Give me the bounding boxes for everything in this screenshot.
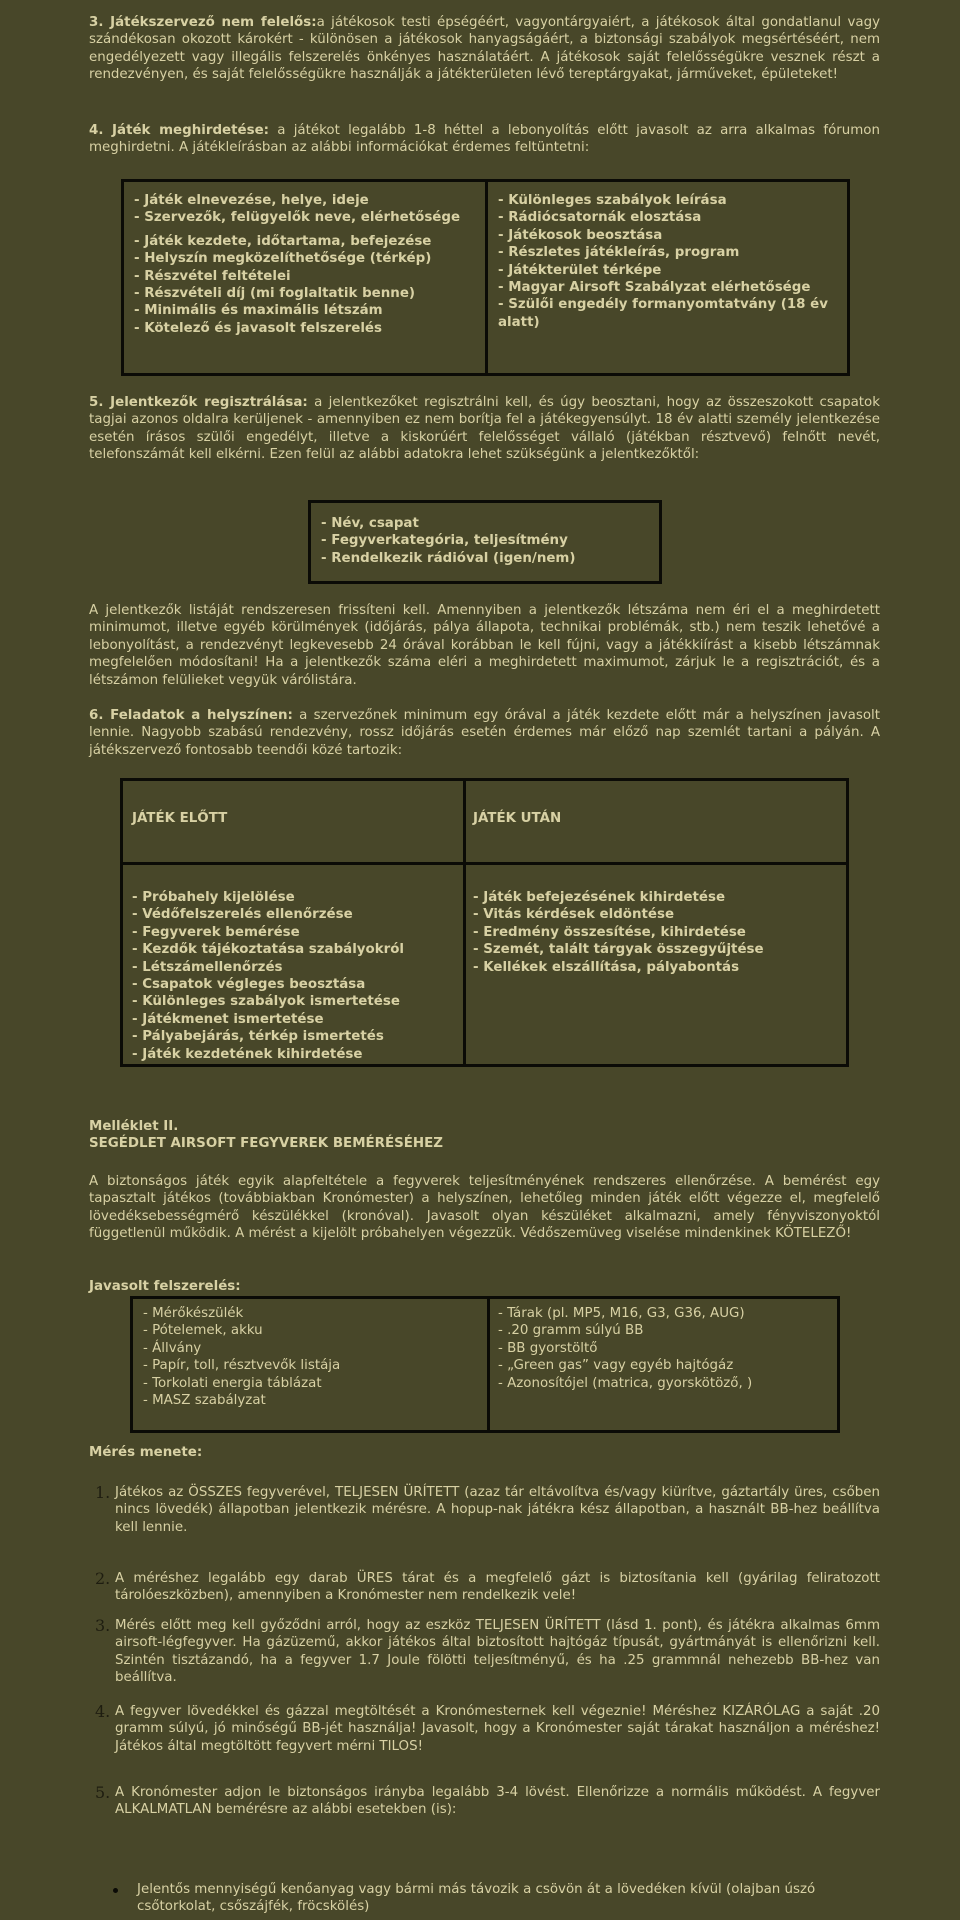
- game-info-right-column: [488, 182, 847, 373]
- appendix-title-line-2: SEGÉDLET AIRSOFT FEGYVEREK BEMÉRÉSÉHEZ: [89, 1136, 443, 1152]
- equipment-item: - Tárak (pl. MP5, M16, G3, G36, AUG): [498, 1306, 745, 1321]
- game-info-item: - Helyszín megközelíthetősége (térkép): [134, 251, 432, 267]
- step-number: 1.: [95, 1483, 111, 1502]
- game-info-item: - Részletes játékleírás, program: [498, 245, 740, 261]
- procedure-step: [95, 1702, 880, 1755]
- tasks-before-column: [123, 889, 463, 1064]
- game-info-item: - Részvételi díj (mi foglaltatik benne): [134, 286, 416, 302]
- procedure-step: [95, 1783, 880, 1819]
- step-text: Mérés előtt meg kell győződni arról, hogy az eszköz TELJESEN ÜRÍTETT (lásd 1. pont), és játékra alkalmas 6mm airsoft-légfegyver. Ha gázüzemű, akkor játékos által biztosított hajtógáz típusát, gyártmányát is ellenőrizni kell. Szintén tisztázandó, ha a fegyver 1.7 Joule fölötti teljesítményű, és ha .25 grammnál nehezebb BB-hez van beállítva.: [115, 1618, 880, 1686]
- step-number: 3.: [95, 1616, 111, 1635]
- appendix-intro: A biztonságos játék egyik alapfeltétele a fegyverek teljesítményének rendszeres ellenőrzése. A bemérést egy tapasztalt játékos (továbbiakban Kronómester) a helyszínen, lehetőleg minden játék előtt végezze el, megfelelő lövedéksebességmérő készülékkel (kronóval). Javasolt olyan készüléket alkalmazni, amely fényviszonyoktól függetlenül működik. A mérést a kijelölt próbahelyen végezzük. Védőszemüveg viselése mindenkinek KÖTELEZŐ!: [89, 1174, 880, 1242]
- step-number: 5.: [95, 1783, 111, 1802]
- section-6-paragraph: [89, 707, 880, 759]
- task-before-item: - Fegyverek bemérése: [132, 924, 300, 940]
- equipment-item: - .20 gramm súlyú BB: [498, 1323, 644, 1339]
- task-before-item: - Pályabejárás, térkép ismertetés: [132, 1029, 384, 1045]
- registration-data-list: [311, 503, 659, 581]
- section-4-text: a játékot legalább 1-8 héttel a lebonyolítás előtt javasolt az arra alkalmas fórumon meghirdetni. A játékleírásban az alábbi információkat érdemes feltüntetni:: [89, 123, 880, 156]
- registration-data-item: - Rendelkezik rádióval (igen/nem): [321, 550, 576, 566]
- equipment-left-column: [133, 1299, 487, 1430]
- game-info-item: - Részvétel feltételei: [134, 268, 291, 284]
- equipment-item: - Torkolati energia táblázat: [143, 1375, 322, 1391]
- section-4-paragraph: [89, 122, 880, 157]
- task-before-item: - Létszámellenőrzés: [132, 959, 283, 975]
- section-5-title: 5. Jelentkezők regisztrálása:: [89, 395, 308, 410]
- section-5-text: a jelentkezőket regisztrálni kell, és úgy beosztani, hogy az összeszokott csapatok tagjai azonos oldalra kerüljenek - amennyiben ez nem borítja fel a játékegyensúlyt. 18 év alatti személy jelentkezése esetén írásos szülői engedélyt, illetve a kiskorúért felelősséget vállaló (játékban résztvevő) felnőtt nevét, telefonszámát kell elkérni. Ezen felül az alábbi adatokra lehet szükségünk a jelentkezőktől:: [89, 395, 880, 463]
- game-info-item: - Szülői engedély formanyomtatvány (18 év alatt): [498, 297, 828, 330]
- step-number: 2.: [95, 1569, 111, 1588]
- equipment-item: - Papír, toll, résztvevők listája: [143, 1358, 341, 1374]
- task-before-item: - Próbahely kijelölése: [132, 890, 295, 905]
- equipment-title: Javasolt felszerelés:: [89, 1279, 241, 1294]
- game-info-item: - Rádiócsatornák elosztása: [498, 210, 702, 226]
- bullet-icon: [113, 1888, 118, 1893]
- game-info-item: - Játék elnevezése, helye, ideje: [134, 193, 369, 208]
- section-3-paragraph: [89, 14, 880, 84]
- section-5-paragraph: [89, 394, 880, 464]
- section-3-title: 3. Játékszervező nem felelős:: [89, 15, 317, 30]
- tasks-after-column: [466, 889, 846, 1064]
- game-info-item: - Játék kezdete, időtartama, befejezése: [134, 233, 432, 249]
- step-number: 4.: [95, 1702, 111, 1721]
- task-after-item: - Kellékek elszállítása, pályabontás: [473, 959, 740, 975]
- procedure-step: [95, 1616, 880, 1687]
- appendix-title: [89, 1118, 443, 1153]
- section-5-after-paragraph: A jelentkezők listáját rendszeresen frissíteni kell. Amennyiben a jelentkezők létszáma nem éri el a meghirdetett minimumot, illetve egyéb körülmények (időjárás, pálya állapota, technikai problémák, stb.) nem teszik lehetővé a lebonyolítást, a rendezvényt legkevesebb 24 órával korábban le kell fújni, vagy a játékkiírást a kisebb létszámnak megfelelően módosítani! Ha a jelentkezők száma eléri a meghirdetett maximumot, zárjuk le a regisztrációt, és a létszámon felülieket vegyük várólistára.: [89, 603, 880, 688]
- step-text: A Kronómester adjon le biztonságos irányba legalább 3-4 lövést. Ellenőrizze a normális működést. A fegyver ALKALMATLAN bemérésre az alábbi esetekben (is):: [115, 1785, 880, 1818]
- equipment-item: - Pótelemek, akku: [143, 1323, 263, 1339]
- appendix-title-line-1: Melléklet II.: [89, 1119, 179, 1134]
- task-after-item: - Eredmény összesítése, kihirdetése: [473, 924, 746, 940]
- procedure-step: [95, 1569, 880, 1605]
- task-before-item: - Csapatok végleges beosztása: [132, 977, 366, 993]
- section-3-text: a játékosok testi épségéért, vagyontárgyaiért, a játékosok által gondatlanul vagy szándékosan okozott károkért - különösen a játékosok hanyagságáért, a biztonsági szabályok megsértéséért, nem engedélyezett vagy illegális felszerelés önkényes használatáért. A játékosok saját felelősségükre vesznek részt a rendezvényen, és saját felelősségükre használják a játékterületen lévő tereptárgyakat, járműveket, épületeket!: [89, 15, 880, 83]
- equipment-table: [130, 1296, 840, 1433]
- equipment-item: - MASZ szabályzat: [143, 1393, 266, 1409]
- procedure-step: [95, 1483, 880, 1536]
- tasks-header-after: JÁTÉK UTÁN: [473, 811, 562, 826]
- step-text: Játékos az ÖSSZES fegyverével, TELJESEN ÜRÍTETT (azaz tár eltávolítva és/vagy kiürítve, gáztartály üres, csőben nincs lövedék) állapotban jelentkezik mérésre. A hopup-nak játékra kész állapotban, a használt BB-hez beállítva kell lennie.: [115, 1485, 880, 1535]
- game-info-item: - Játékosok beosztása: [498, 227, 663, 243]
- section-4-title: 4. Játék meghirdetése:: [89, 123, 270, 138]
- task-after-item: - Vitás kérdések eldöntése: [473, 907, 675, 923]
- equipment-item: - Mérőkészülék: [143, 1306, 244, 1321]
- equipment-item: - BB gyorstöltő: [498, 1340, 598, 1356]
- task-before-item: - Kezdők tájékoztatása szabályokról: [132, 942, 405, 958]
- task-after-item: - Játék befejezésének kihirdetése: [473, 890, 726, 905]
- equipment-item: - „Green gas” vagy egyéb hajtógáz: [498, 1358, 734, 1374]
- task-before-item: - Játék kezdetének kihirdetése: [132, 1046, 363, 1062]
- equipment-item: - Azonosítójel (matrica, gyorskötöző, ): [498, 1375, 753, 1391]
- equipment-right-column: [490, 1299, 837, 1430]
- tasks-header-before: JÁTÉK ELŐTT: [132, 811, 228, 826]
- section-6-title: 6. Feladatok a helyszínen:: [89, 708, 293, 723]
- game-info-table: [121, 179, 850, 376]
- game-info-item: - Magyar Airsoft Szabályzat elérhetősége: [498, 280, 811, 296]
- registration-data-item: - Név, csapat: [321, 516, 419, 531]
- equipment-item: - Állvány: [143, 1340, 202, 1356]
- task-after-item: - Szemét, talált tárgyak összegyűjtése: [473, 942, 764, 958]
- game-info-item: - Kötelező és javasolt felszerelés: [134, 320, 382, 336]
- game-info-item: - Szervezők, felügyelők neve, elérhetősége: [134, 210, 461, 226]
- task-before-item: - Védőfelszerelés ellenőrzése: [132, 907, 353, 923]
- game-info-item: - Játékterület térképe: [498, 262, 662, 278]
- task-before-item: - Játékmenet ismertetése: [132, 1011, 324, 1027]
- registration-data-item: - Fegyverkategória, teljesítmény: [321, 533, 568, 549]
- step-text: A méréshez legalább egy darab ÜRES tárat és a megfelelő gázt is biztosítania kell (gyárilag feliratozott tárolóeszközben), amennyiben a Kronómester nem rendelkezik vele!: [115, 1571, 880, 1604]
- step-text: A fegyver lövedékkel és gázzal megtöltését a Kronómesternek kell végeznie! Méréshez KIZÁRÓLAG a saját .20 gramm súlyú, jó minőségű BB-jét használja! Javasolt, hogy a Kronómester saját tárakat használjon a méréshez! Játékos által megtöltött fegyvert mérni TILOS!: [115, 1704, 880, 1754]
- task-before-item: - Különleges szabályok ismertetése: [132, 994, 400, 1010]
- procedure-title: Mérés menete:: [89, 1445, 203, 1460]
- tasks-table: [120, 778, 849, 1067]
- game-info-left-column: [124, 182, 486, 373]
- section-6-text: a szervezőnek minimum egy órával a játék kezdete előtt már a helyszínen javasolt lennie. Nagyobb szabású rendezvény, rossz időjárás esetén érdemes már előző nap szemlét tartani a pályán. A játékszervező fontosabb teendői közé tartozik:: [89, 708, 880, 758]
- registration-data-box: [308, 500, 662, 584]
- table-header-divider: [123, 862, 846, 865]
- game-info-item: - Különleges szabályok leírása: [498, 193, 727, 208]
- unsuitable-case-item: Jelentős mennyiségű kenőanyag vagy bármi más távozik a csövön át a lövedéken kívül (olajban úszó csőtorkolat, csőszájfék, fröcskölés): [137, 1882, 816, 1915]
- game-info-item: - Minimális és maximális létszám: [134, 303, 383, 319]
